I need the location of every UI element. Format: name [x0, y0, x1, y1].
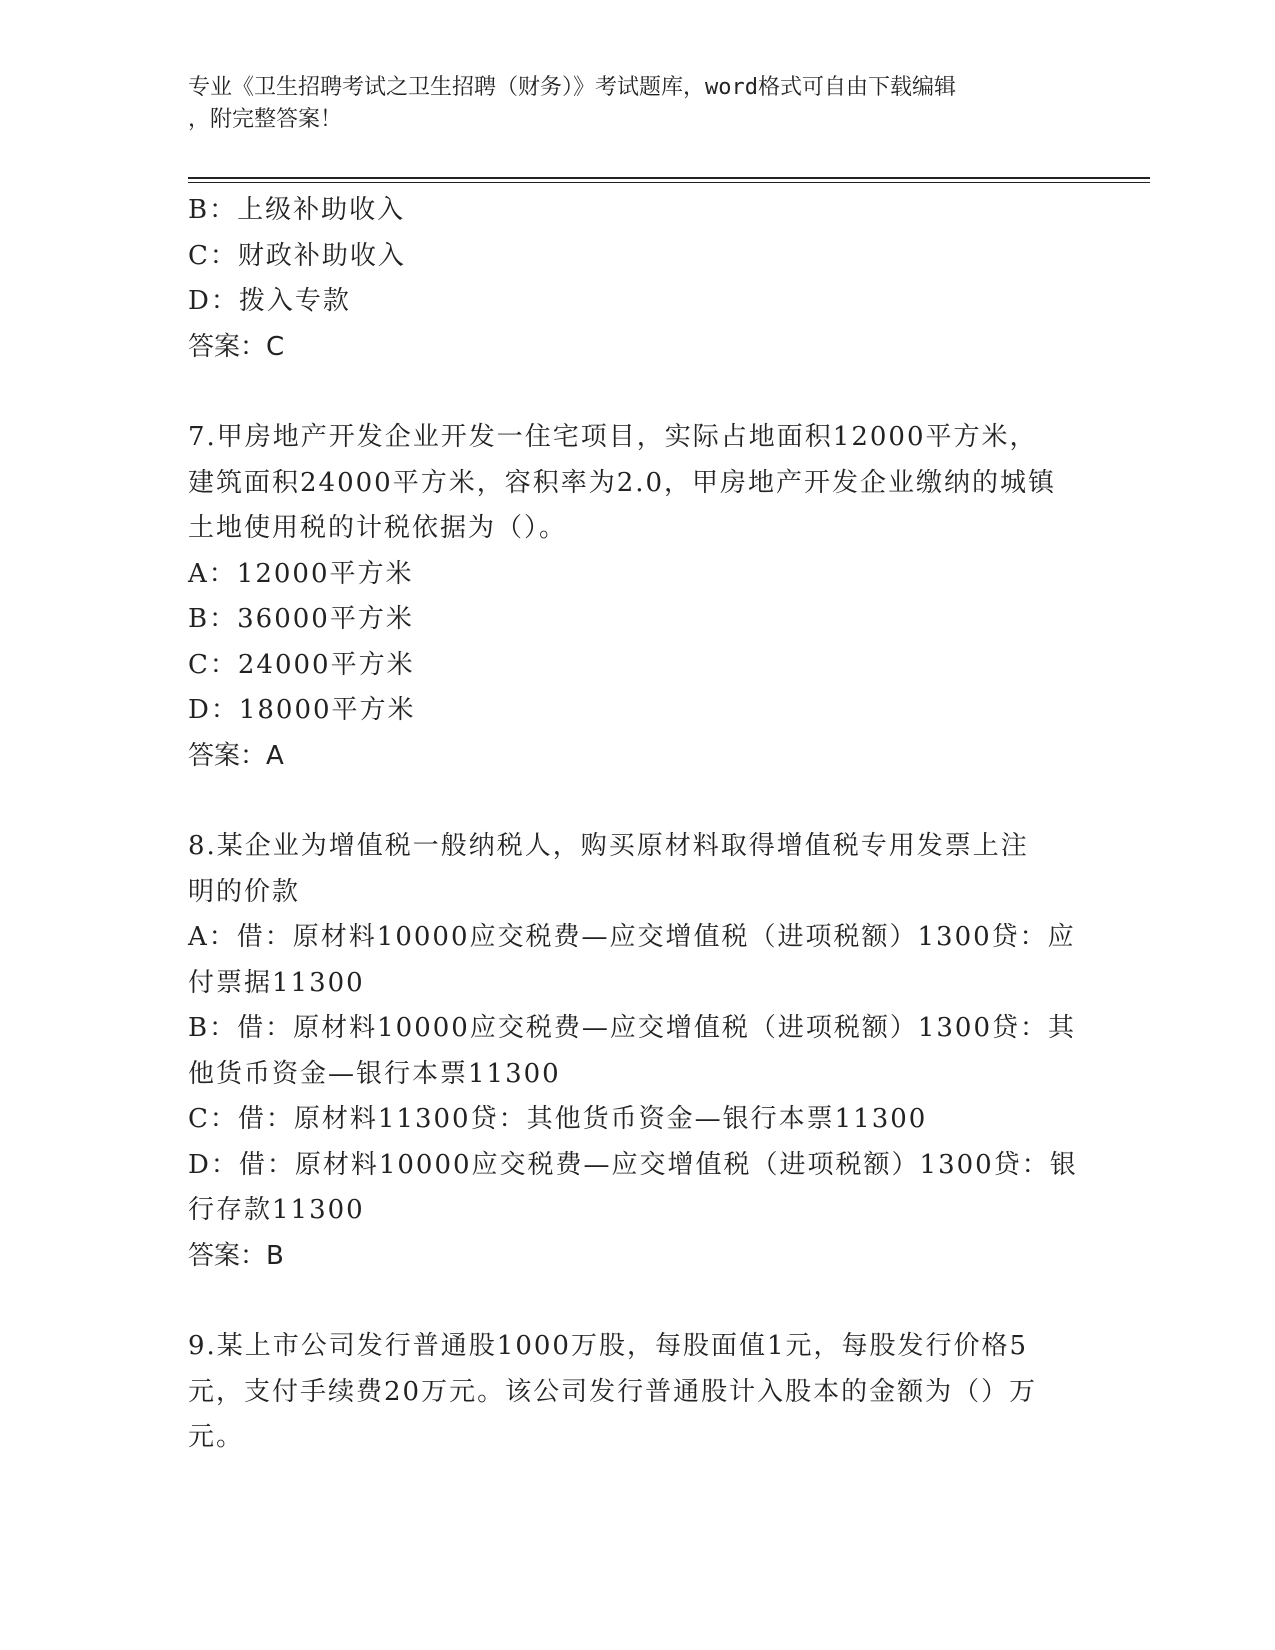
header-divider-thin — [188, 182, 1150, 183]
question-stem: 9.某上市公司发行普通股1000万股，每股面值1元，每股发行价格5 — [188, 1331, 1029, 1361]
header-line-1: 专业《卫生招聘考试之卫生招聘（财务）》考试题库，word格式可自由下载编辑 — [188, 75, 956, 100]
option-c: C：财政补助收入 — [188, 240, 406, 271]
option-a: A：12000平方米 — [188, 558, 414, 589]
question-6-tail — [188, 188, 1078, 370]
question-stem: 明的价款 — [188, 876, 301, 907]
option-a-cont: 付票据11300 — [188, 967, 365, 998]
option-b: B：借：原材料10000应交税费—应交增值税（进项税额）1300贷：其 — [188, 1013, 1076, 1043]
option-d: D：18000平方米 — [188, 695, 416, 725]
option-d: D：拨入专款 — [188, 286, 351, 316]
question-8 — [188, 824, 1078, 1279]
question-stem: 元，支付手续费20万元。该公司发行普通股计入股本的金额为（）万 — [188, 1376, 1038, 1407]
question-7 — [188, 415, 1078, 779]
answer-line: 答案：B — [188, 1240, 284, 1271]
spacer — [188, 779, 1078, 824]
option-c: C：24000平方米 — [188, 649, 415, 680]
spacer — [188, 1279, 1078, 1324]
question-stem: 土地使用税的计税依据为（）。 — [188, 513, 568, 543]
option-c: C：借：原材料11300贷：其他货币资金—银行本票11300 — [188, 1104, 928, 1134]
question-stem: 8.某企业为增值税一般纳税人，购买原材料取得增值税专用发票上注 — [188, 831, 1029, 861]
question-content — [188, 188, 1078, 1461]
question-9 — [188, 1324, 1078, 1461]
header-divider-thick — [188, 177, 1150, 179]
option-d: D：借：原材料10000应交税费—应交增值税（进项税额）1300贷：银 — [188, 1149, 1078, 1180]
header-line-2: ，附完整答案！ — [188, 107, 343, 132]
answer-line: 答案：C — [188, 331, 285, 362]
spacer — [188, 370, 1078, 415]
option-b: B：36000平方米 — [188, 604, 414, 634]
option-a: A：借：原材料10000应交税费—应交增值税（进项税额）1300贷：应 — [188, 922, 1076, 952]
option-b: B：上级补助收入 — [188, 195, 406, 225]
question-stem: 元。 — [188, 1422, 245, 1452]
option-d-cont: 行存款11300 — [188, 1195, 365, 1225]
document-header — [188, 72, 1068, 136]
option-b-cont: 他货币资金—银行本票11300 — [188, 1058, 561, 1089]
question-stem: 建筑面积24000平方米，容积率为2.0，甲房地产开发企业缴纳的城镇 — [188, 467, 1057, 498]
answer-line: 答案：A — [188, 740, 284, 771]
question-stem: 7.甲房地产开发企业开发一住宅项目，实际占地面积12000平方米， — [188, 422, 1038, 452]
